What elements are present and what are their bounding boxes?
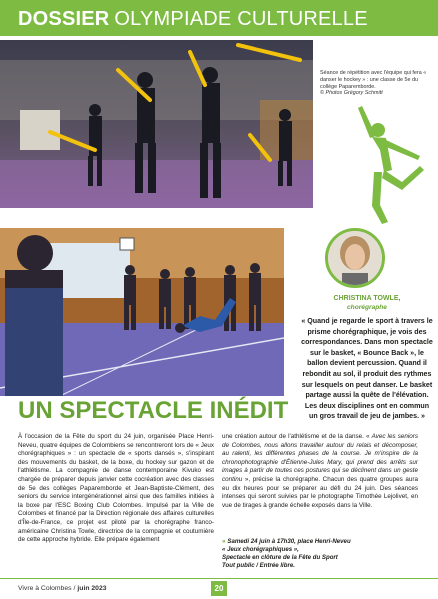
event-line-name: « Jeux chorégraphiques »,: [222, 546, 299, 553]
column-2-intro: une création autour de l'athlétisme et de la danse. «: [222, 433, 372, 440]
photo-credit: © Photos Grégory Schmitt: [320, 90, 383, 97]
choreographer-portrait: [325, 228, 385, 288]
article-column-1: À l'occasion de la Fête du sport du 24 juin, organisée Place Henri-Neveu, quatre équipes de Colombiens se rencontreront lors de « Jeux chorégraphiques » : un spectacle de « sports dansés », s'inspirant des mouvements du basket, de la boxe, du hockey sur gazon et de l'athlétisme. La compagnie de danse contemporaine Kivuko est chargée de préparer depuis janvier cette cocréation avec des classes de 5e des collèges Paparemborde et Jean-Baptiste-Clément, des seniors du service intergénérationnel ainsi que des familles initiées à la boxe par l'ESC Boxing Club Colombes. Impulsé par la Ville de Colombes et financé par la Direction régionale des affaires culturelles d'Île-de-France, ce projet est piloté par la chorégraphe franco-américaine Christina Towle, directrice de la compagnie et coutumière de cette approche hybride. Elle prépare également: [18, 433, 214, 544]
event-info: [222, 538, 418, 570]
footer-publication: [18, 585, 107, 593]
event-line-access: Tout public / Entrée libre.: [222, 562, 295, 569]
photo-caption: [320, 70, 432, 97]
footer-month: juin 2023: [77, 585, 107, 592]
footer-magazine: Vivre à Colombes: [18, 585, 72, 592]
dossier-banner: [0, 0, 438, 36]
hockey-rehearsal-photo: [0, 40, 313, 208]
banner-title: [18, 8, 368, 30]
article-column-2: [222, 433, 418, 510]
caption-text: Séance de répétition avec l'équipe qui fera « danser le hockey » : une classe de 5e du collège Paparemborde.: [320, 70, 427, 90]
event-line-date: [222, 538, 418, 546]
column-2-outro: », précise la chorégraphe. Chacun des quatre groupes aura eu dix heures pour se préparer au défi du 24 juin. Des séances intenses qui seront suivies par le photographe Timothée Lejolivet, en vue de tirages à grande échelle exposés dans la Ville.: [222, 475, 418, 509]
pull-quote: « Quand je regarde le sport à travers le prisme chorégraphique, je vois des correspondances. Dans mon spectacle sur le basket, « Bounce Back », le ballon devient percussion. Quand il rebondit au sol, il produit des rythmes sur lesquels on peut danser. Le basket partage aussi la quête de l'élévation. Les deux disciplines ont en commun un gros travail de jeu de jambes. »: [301, 317, 433, 421]
column-2-quote: Avec les seniors de Colombes, nous allons travailler autour du relais et décomposer, au ralenti, les différentes phases de la course. Je m'inspire de la chronophotographie d'Étienne-Jules Mary, qui prend des arrêts sur images à partir de toutes ces postures qui se déclinent dans un geste continu: [222, 433, 418, 483]
interviewee-name: CHRISTINA TOWLE,: [333, 295, 401, 302]
banner-dossier: DOSSIER: [18, 8, 110, 30]
event-line-desc: Spectacle en clôture de la Fête du Sport: [222, 554, 338, 561]
page-footer: [0, 578, 438, 599]
page-number: 20: [211, 581, 227, 596]
event-date: Samedi 24 juin à 17h30, place Henri-Neveu: [227, 538, 351, 545]
article-title: UN SPECTACLE INÉDIT: [18, 397, 289, 424]
breakdance-gym-photo: [0, 228, 284, 396]
dancer-silhouette-icon: [340, 100, 430, 225]
event-arrow-icon: »: [222, 538, 226, 545]
interviewee-role: chorégraphe: [347, 304, 387, 311]
banner-subtitle: OLYMPIADE CULTURELLE: [114, 8, 368, 30]
footer-separator: /: [73, 585, 76, 592]
